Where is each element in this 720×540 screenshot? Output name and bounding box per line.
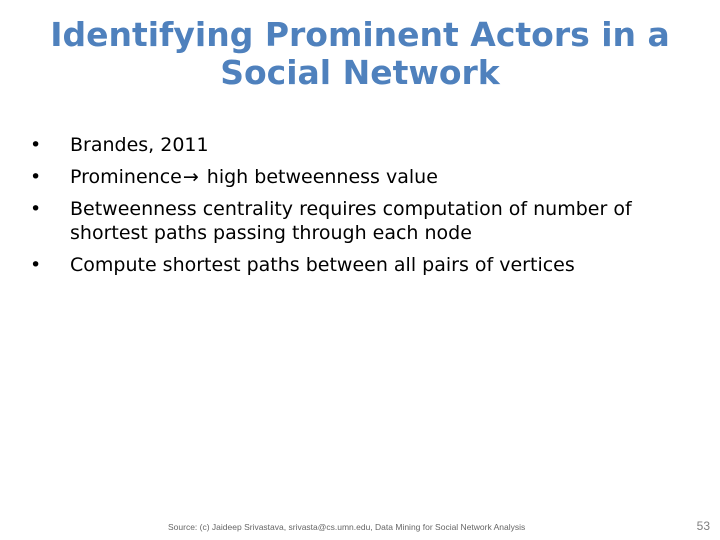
bullet-item-3 (28, 197, 668, 245)
bullet-text: Compute shortest paths between all pairs of vertices (70, 254, 575, 276)
slide-title (40, 16, 680, 92)
bullet-item-4 (28, 253, 668, 277)
bullet-text: Betweenness centrality requires computation of number of shortest paths passing through each node (70, 198, 632, 244)
footer-source-citation: Source: (c) Jaideep Srivastava, srivasta@cs.umn.edu, Data Mining for Social Network Analysis (168, 522, 526, 532)
slide-title-line-1: Identifying Prominent Actors in a (50, 15, 670, 54)
slide-number: 53 (696, 519, 710, 533)
bullet-item-2 (28, 165, 668, 189)
bullet-item-1 (28, 133, 668, 157)
right-arrow-icon: → (182, 166, 199, 188)
bullet-text-before-arrow: Prominence (70, 166, 182, 188)
bullet-list (28, 133, 668, 285)
bullet-text: Brandes, 2011 (70, 134, 209, 156)
slide-title-line-2: Social Network (220, 53, 500, 92)
bullet-text-after-arrow: high betweenness value (200, 166, 438, 188)
